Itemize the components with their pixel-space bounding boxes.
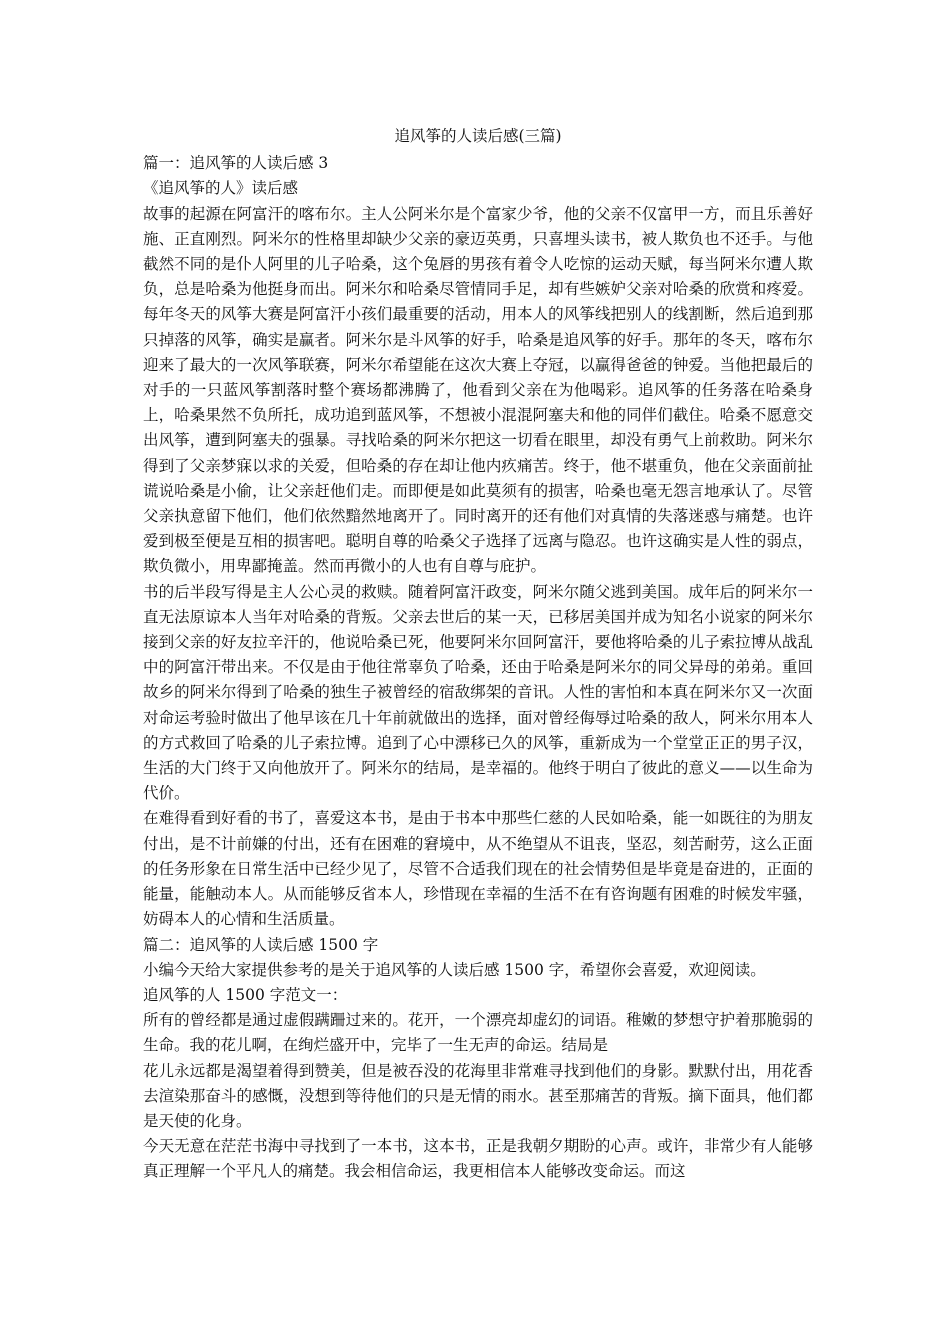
- paragraph: 所有的曾经都是通过虚假蹒跚过来的。花开，一个漂亮却虚幻的词语。稚嫩的梦想守护着那脆弱的生命。我的花儿啊，在绚烂盛开中，完毕了一生无声的命运。结局是: [143, 1011, 813, 1055]
- section-heading-2: 篇二：追风筝的人读后感 1500 字: [143, 935, 379, 954]
- paragraph: 今天无意在茫茫书海中寻找到了一本书，这本书，正是我朝夕期盼的心声。或许，非常少有人能够真正理解一个平凡人的痛楚。我会相信命运，我更相信本人能够改变命运。而这: [143, 1137, 813, 1181]
- paragraph: 花儿永远都是渴望着得到赞美，但是被吞没的花海里非常难寻找到他们的身影。默默付出，用花香去渲染那奋斗的感慨，没想到等待他们的只是无情的雨水。甚至那痛苦的背叛。摘下面具，他们都是天使的化身。: [143, 1061, 813, 1130]
- paragraph: 小编今天给大家提供参考的是关于追风筝的人读后感 1500 字，希望你会喜爱，欢迎阅读。: [143, 960, 766, 979]
- section-heading-1: 篇一：追风筝的人读后感 3: [143, 154, 329, 173]
- document-body: [143, 124, 813, 1185]
- document-title: 追风筝的人读后感(三篇): [394, 127, 562, 145]
- subheading-sample-1: 追风筝的人 1500 字范文一：: [143, 985, 348, 1004]
- paragraph: 故事的起源在阿富汗的喀布尔。主人公阿米尔是个富家少爷，他的父亲不仅富甲一方，而且乐善好施、正直刚烈。阿米尔的性格里却缺少父亲的豪迈英勇，只喜埋头读书，被人欺负也不还手。与他截然不同的是仆人阿里的儿子哈桑，这个兔唇的男孩有着令人吃惊的运动天赋，每当阿米尔遭人欺负，总是哈桑为他挺身而出。阿米尔和哈桑尽管情同手足，却有些嫉妒父亲对哈桑的欣赏和疼爱。每年冬天的风筝大赛是阿富汗小孩们最重要的活动，用本人的风筝线把别人的线割断，然后追到那只掉落的风筝，确实是赢者。阿米尔是斗风筝的好手，哈桑是追风筝的好手。那年的冬天，喀布尔迎来了最大的一次风筝联赛，阿米尔希望能在这次大赛上夺冠，以赢得爸爸的钟爱。当他把最后的对手的一只蓝风筝割落时整个赛场都沸腾了，他看到父亲在为他喝彩。追风筝的任务落在哈桑身上，哈桑果然不负所托，成功追到蓝风筝，不想被小混混阿塞夫和他的同伴们截住。哈桑不愿意交出风筝，遭到阿塞夫的强暴。寻找哈桑的阿米尔把这一切看在眼里，却没有勇气上前救助。阿米尔得到了父亲梦寐以求的关爱，但哈桑的存在却让他内疚痛苦。终于，他不堪重负，他在父亲面前扯谎说哈桑是小偷，让父亲赶他们走。而即便是如此莫须有的损害，哈桑也毫无怨言地承认了。尽管父亲执意留下他们，他们依然黯然地离开了。同时离开的还有他们对真情的失落迷惑与痛楚。也许爱到极至便是互相的损害吧。聪明自尊的哈桑父子选择了远离与隐忍。也许这确实是人性的弱点，欺负微小，用卑鄙掩盖。然而再微小的人也有自尊与庇护。: [143, 204, 813, 576]
- paragraph: 在难得看到好看的书了，喜爱这本书，是由于书本中那些仁慈的人民如哈桑，能一如既往的为朋友付出，是不计前嫌的付出，还有在困难的窘境中，从不绝望从不诅丧，坚忍，刻苦耐劳，这么正面的任务形象在日常生活中已经少见了，尽管不合适我们现在的社会情势但是毕竟是奋进的，正面的能量，能触动本人。从而能够反省本人，珍惜现在幸福的生活不在有咨询题有困难的时候发牢骚，妨碍本人的心情和生活质量。: [143, 809, 813, 929]
- paragraph: 书的后半段写得是主人公心灵的救赎。随着阿富汗政变，阿米尔随父逃到美国。成年后的阿米尔一直无法原谅本人当年对哈桑的背叛。父亲去世后的某一天，已移居美国并成为知名小说家的阿米尔接到父亲的好友拉辛汗的，他说哈桑已死，他要阿米尔回阿富汗，要他将哈桑的儿子索拉博从战乱中的阿富汗带出来。不仅是由于他往常辜负了哈桑，还由于哈桑是阿米尔的同父异母的弟弟。重回故乡的阿米尔得到了哈桑的独生子被曾经的宿敌绑架的音讯。人性的害怕和本真在阿米尔又一次面对命运考验时做出了他早该在几十年前就做出的选择，面对曾经侮辱过哈桑的敌人，阿米尔用本人的方式救回了哈桑的儿子索拉博。追到了心中漂移已久的风筝，重新成为一个堂堂正正的男子汉，生活的大门终于又向他放开了。阿米尔的结局，是幸福的。他终于明白了彼此的意义——以生命为代价。: [143, 582, 813, 803]
- subheading-book-title: 《追风筝的人》读后感: [143, 179, 299, 198]
